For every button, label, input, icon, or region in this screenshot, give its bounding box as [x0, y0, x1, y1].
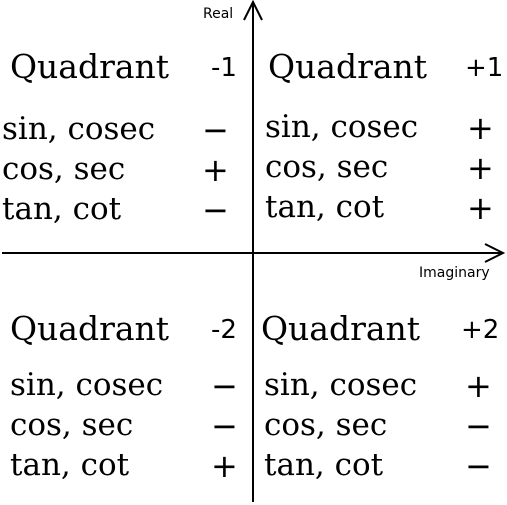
row-sign-sin-cosec: + — [467, 109, 494, 147]
row-label-tan-cot: tan, cot — [2, 191, 122, 227]
quadrant-number: -2 — [211, 315, 237, 345]
row-label-cos-sec: cos, sec — [2, 151, 126, 187]
quadrant-title: Quadrant — [10, 47, 170, 86]
imaginary-axis-label: Imaginary — [419, 265, 490, 281]
row-label-cos-sec: cos, sec — [10, 407, 134, 443]
quadrant-title: Quadrant — [268, 47, 428, 86]
row-label-sin-cosec: sin, cosec — [265, 109, 419, 145]
row-label-cos-sec: cos, sec — [264, 407, 388, 443]
row-sign-cos-sec: − — [211, 407, 238, 445]
row-sign-tan-cot: + — [467, 189, 494, 227]
row-sign-tan-cot: − — [202, 191, 229, 229]
row-sign-sin-cosec: − — [211, 367, 238, 405]
row-sign-cos-sec: + — [467, 149, 494, 187]
quadrant-number: +2 — [461, 315, 500, 345]
row-sign-cos-sec: + — [202, 151, 229, 189]
row-sign-sin-cosec: + — [465, 367, 492, 405]
row-label-tan-cot: tan, cot — [265, 189, 385, 225]
row-label-sin-cosec: sin, cosec — [264, 367, 418, 403]
row-label-cos-sec: cos, sec — [265, 149, 389, 185]
row-label-tan-cot: tan, cot — [10, 447, 130, 483]
row-label-sin-cosec: sin, cosec — [10, 367, 164, 403]
quadrant-title: Quadrant — [10, 309, 170, 348]
row-sign-sin-cosec: − — [202, 111, 229, 149]
row-sign-tan-cot: − — [465, 447, 492, 485]
row-label-tan-cot: tan, cot — [264, 447, 384, 483]
row-sign-tan-cot: + — [211, 447, 238, 485]
row-sign-cos-sec: − — [465, 407, 492, 445]
real-axis-label: Real — [203, 6, 234, 22]
row-label-sin-cosec: sin, cosec — [2, 111, 156, 147]
quadrant-number: -1 — [211, 53, 237, 83]
quadrant-title: Quadrant — [261, 309, 421, 348]
quadrant-number: +1 — [465, 53, 504, 83]
